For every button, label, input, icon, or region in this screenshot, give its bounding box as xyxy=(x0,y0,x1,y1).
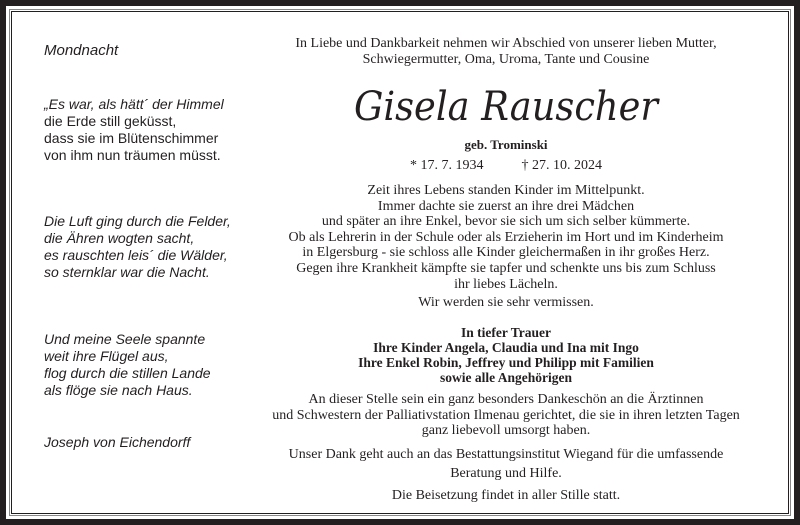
poem-line: es rauschten leis´ die Wälder, xyxy=(44,247,228,263)
text-line: in Elgersburg - sie schloss alle Kinder gleichermaßen in ihr großes Herz. xyxy=(302,245,710,260)
mourners-line: sowie alle Angehörigen xyxy=(440,370,572,385)
mourners-list xyxy=(256,325,756,385)
poem-line: Und meine Seele spannte xyxy=(44,331,206,347)
text-line: An dieser Stelle sein ein ganz besonders Dankeschön an die Ärztinnen xyxy=(308,392,704,407)
text-line: Ob als Lehrerin in der Schule oder als Erzieherin im Hort und im Kinderheim xyxy=(288,229,724,245)
poem-stanza-1 xyxy=(44,96,224,164)
text-line: und Schwestern der Palliativstation Ilmenau gerichtet, die sie in ihren letzten Tagen xyxy=(272,407,740,423)
death-date: † 27. 10. 2024 xyxy=(521,158,602,173)
poem-title: Mondnacht xyxy=(44,42,119,59)
burial-note: Die Beisetzung findet in aller Stille statt. xyxy=(391,488,621,503)
poem-stanza-2 xyxy=(44,213,231,281)
intro-text xyxy=(256,36,756,67)
life-dates xyxy=(256,158,756,174)
poem-stanza-3 xyxy=(44,331,211,399)
deceased-name: Gisela Rauscher xyxy=(353,84,659,130)
poem-line: die Erde still geküsst, xyxy=(44,113,177,129)
text-line: Beratung und Hilfe. xyxy=(450,466,562,481)
text-line: ihr liebes Lächeln. xyxy=(454,276,558,292)
poem-line: die Ähren wogten sacht, xyxy=(44,230,195,246)
text-line: Immer dachte sie zuerst an ihre drei Mädchen xyxy=(377,198,635,214)
text-line: Zeit ihres Lebens standen Kinder im Mittelpunkt. xyxy=(367,183,645,198)
thanks-paragraph-2 xyxy=(256,445,756,483)
poem-line: von ihm nun träumen müsst. xyxy=(44,147,221,163)
poem-line: als flöge sie nach Haus. xyxy=(44,382,193,398)
text-line: Unser Dank geht auch an das Bestattungsinstitut Wiegand für die umfassende xyxy=(288,447,724,462)
tribute-paragraph-1 xyxy=(256,183,756,261)
mourners-line: Ihre Kinder Angela, Claudia und Ina mit Ingo xyxy=(373,340,639,355)
poem-line: weit ihre Flügel aus, xyxy=(44,348,169,364)
maiden-name: geb. Trominski xyxy=(464,137,548,152)
text-line: ganz liebevoll umsorgt haben. xyxy=(421,423,591,438)
poem-line: flog durch die stillen Lande xyxy=(44,365,211,381)
mourners-heading: In tiefer Trauer xyxy=(461,325,551,340)
tribute-paragraph-3: Wir werden sie sehr vermissen. xyxy=(418,295,594,310)
poem-line: dass sie im Blütenschimmer xyxy=(44,130,219,146)
thanks-paragraph-1 xyxy=(256,392,756,439)
tribute-paragraph-2 xyxy=(256,261,756,292)
poem-author: Joseph von Eichendorff xyxy=(44,434,191,450)
mourners-line: Ihre Enkel Robin, Jeffrey und Philipp mit Familien xyxy=(358,355,654,370)
intro-line: Schwiegermutter, Oma, Uroma, Tante und Cousine xyxy=(362,51,650,67)
text-line: Gegen ihre Krankheit kämpfte sie tapfer und schenkte uns bis zum Schluss xyxy=(296,261,716,276)
poem-line: „Es war, als hätt´ der Himmel xyxy=(44,96,224,112)
poem-line: so sternklar war die Nacht. xyxy=(44,264,210,280)
poem-line: Die Luft ging durch die Felder, xyxy=(44,213,231,229)
birth-date: * 17. 7. 1934 xyxy=(410,158,484,173)
obituary-frame xyxy=(5,5,795,520)
text-line: und später an ihre Enkel, bevor sie sich um sich selber kümmerte. xyxy=(321,214,691,229)
intro-line: In Liebe und Dankbarkeit nehmen wir Abschied von unserer lieben Mutter, xyxy=(295,36,717,51)
